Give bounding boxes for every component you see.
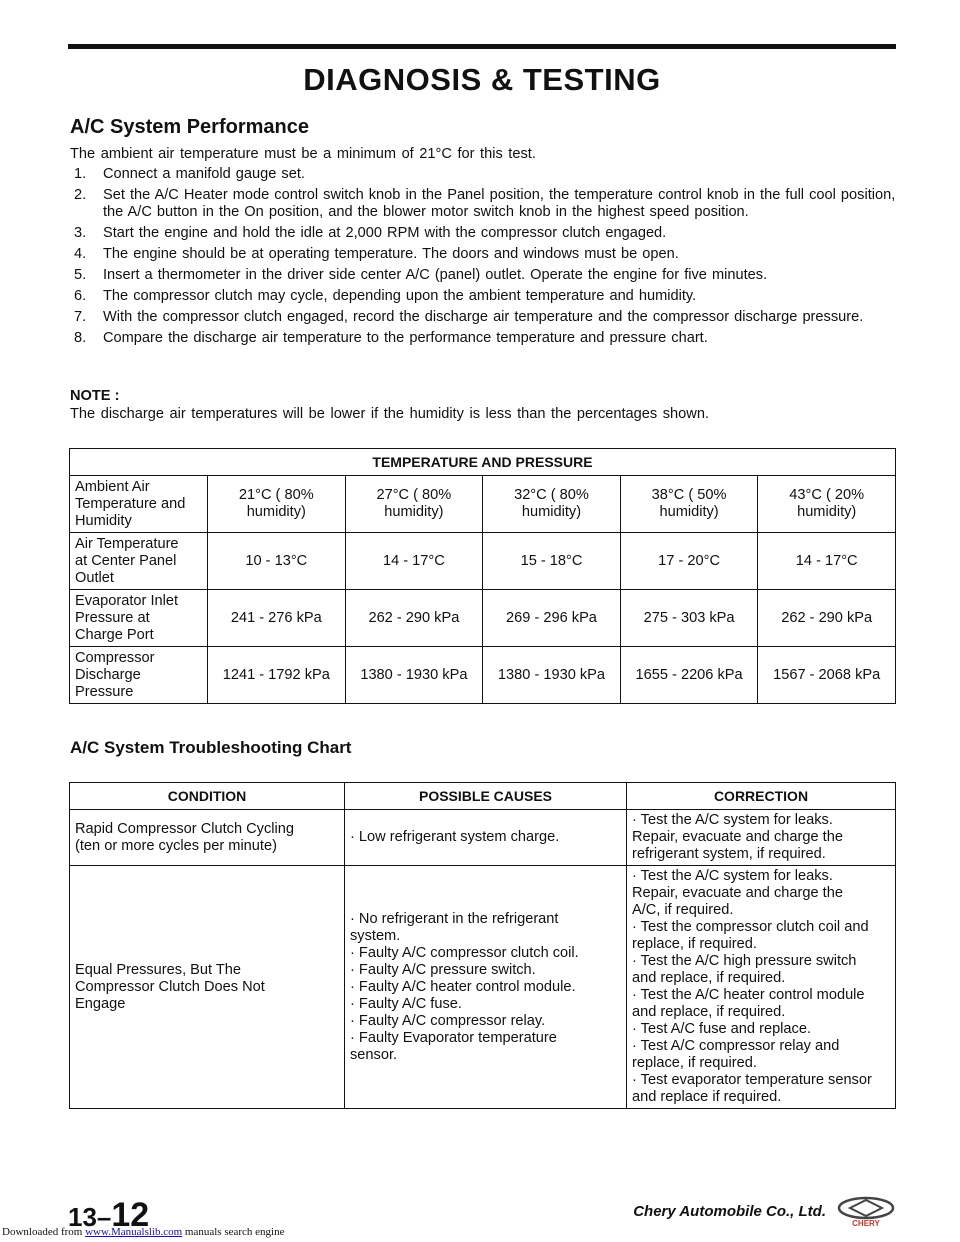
table-row (70, 810, 896, 866)
table-cell (345, 590, 483, 647)
table-cell-line: 14 - 17°C (795, 552, 858, 569)
troubleshooting-heading: A/C System Troubleshooting Chart (70, 738, 352, 757)
table-cell (208, 533, 346, 590)
table-cell (345, 476, 483, 533)
table-cell (483, 476, 621, 533)
row-label (70, 476, 208, 533)
correction-cell-line: A/C, if required. (632, 902, 734, 918)
step-number: 4. (74, 246, 87, 262)
header-possible-causes: POSSIBLE CAUSES (345, 783, 627, 810)
table-cell-line: 27°C ( 80% (376, 487, 452, 503)
correction-cell-line: and replace, if required. (632, 1004, 786, 1020)
correction-cell-line: · Test evaporator temperature sensor (632, 1072, 872, 1088)
table-cell-line: humidity) (797, 504, 857, 520)
table-cell (620, 533, 758, 590)
table-row (70, 533, 896, 590)
table-cell (345, 647, 483, 704)
step-text: Set the A/C Heater mode control switch knob in the Panel position, the temperature control knob in the full cool position, the A/C button in the On position, and the blower motor switch knob in the highest speed position. (103, 187, 896, 220)
correction-cell-line: · Test A/C fuse and replace. (632, 1021, 812, 1037)
table-cell-line: humidity) (246, 504, 306, 520)
row-label (70, 590, 208, 647)
step-item (70, 309, 896, 326)
table-cell (483, 590, 621, 647)
table-cell-line: 262 - 290 kPa (368, 609, 460, 626)
intro-text: The ambient air temperature must be a minimum of 21°C for this test. (70, 146, 536, 162)
correction-cell-line: · Test the compressor clutch coil and (632, 919, 869, 935)
company-name: Chery Automobile Co., Ltd. (633, 1203, 826, 1220)
correction-cell-line: replace, if required. (632, 936, 757, 952)
table-cell (208, 590, 346, 647)
table-cell-line: 1380 - 1930 kPa (497, 666, 606, 683)
table-cell (758, 590, 896, 647)
causes-cell-line: · Faulty A/C pressure switch. (350, 961, 536, 978)
causes-cell-line: system. (350, 927, 401, 944)
temperature-pressure-table (69, 448, 896, 704)
row-label-line: Ambient Air (75, 478, 150, 495)
causes-cell-line: · Faulty A/C fuse. (350, 995, 462, 1012)
correction-cell-line: · Test the A/C system for leaks. (632, 812, 833, 828)
row-label-line: Evaporator Inlet (75, 592, 179, 609)
table-cell-line: 17 - 20°C (658, 552, 720, 569)
step-text: With the compressor clutch engaged, record the discharge air temperature and the compressor discharge pressure. (103, 309, 864, 325)
correction-cell-line: Repair, evacuate and charge the (632, 885, 843, 901)
condition-cell-line: Rapid Compressor Clutch Cycling (75, 820, 294, 837)
causes-cell-line: · Faulty A/C heater control module. (350, 978, 576, 995)
header-correction: CORRECTION (627, 783, 896, 810)
causes-cell (345, 810, 627, 866)
table-cell (620, 590, 758, 647)
step-text: Compare the discharge air temperature to the performance temperature and pressure chart. (103, 330, 708, 346)
table-cell-line: 32°C ( 80% (514, 487, 589, 503)
download-prefix: Downloaded from (2, 1226, 86, 1238)
step-number: 5. (74, 267, 87, 283)
row-label-line: Charge Port (75, 626, 154, 643)
table-cell (483, 647, 621, 704)
table-row (70, 647, 896, 704)
row-label-line: Temperature and (75, 495, 186, 512)
step-item (70, 166, 896, 183)
condition-cell (70, 810, 345, 866)
row-label-line: at Center Panel (75, 552, 177, 569)
step-item (70, 330, 896, 347)
condition-cell-line: (ten or more cycles per minute) (75, 837, 277, 854)
table-cell (620, 476, 758, 533)
table-cell-line: 14 - 17°C (382, 552, 445, 569)
table-cell (208, 647, 346, 704)
row-label-line: Pressure (75, 683, 134, 700)
step-item (70, 187, 896, 221)
correction-cell-line: · Test the A/C heater control module (632, 987, 865, 1003)
causes-cell-line: · No refrigerant in the refrigerant (350, 910, 559, 927)
correction-cell-line: and replace, if required. (632, 970, 786, 986)
step-text: Connect a manifold gauge set. (103, 166, 305, 182)
correction-cell-line: and replace if required. (632, 1089, 782, 1105)
condition-cell-line: Equal Pressures, But The (75, 961, 242, 978)
steps-list (70, 166, 896, 351)
step-text: The compressor clutch may cycle, depending upon the ambient temperature and humidity. (103, 288, 697, 304)
row-label-line: Compressor (75, 649, 155, 666)
step-number: 6. (74, 288, 87, 304)
page-prefix: 13– (68, 1202, 112, 1232)
step-text: Start the engine and hold the idle at 2,000 RPM with the compressor clutch engaged. (103, 225, 667, 241)
table-cell (758, 476, 896, 533)
row-label-line: Pressure at (75, 609, 150, 626)
correction-cell-line: Repair, evacuate and charge the (632, 829, 843, 845)
table-row (70, 866, 896, 1109)
step-number: 2. (74, 187, 87, 203)
note-text: The discharge air temperatures will be lower if the humidity is less than the percentages shown. (70, 406, 709, 422)
table-cell (208, 476, 346, 533)
logo-text: CHERY (852, 1219, 880, 1228)
table-cell-line: 1241 - 1792 kPa (222, 666, 330, 683)
table-cell-line: 21°C ( 80% (238, 487, 314, 503)
causes-cell (345, 866, 627, 1109)
table-row (70, 590, 896, 647)
table-cell (620, 647, 758, 704)
table-cell-line: 1380 - 1930 kPa (360, 666, 468, 683)
note-label: NOTE : (70, 388, 120, 404)
table-cell-line: 43°C ( 20% (789, 487, 865, 503)
correction-cell (627, 866, 896, 1109)
table-cell-line: 15 - 18°C (520, 552, 583, 569)
table-cell-line: 262 - 290 kPa (781, 609, 873, 626)
table-cell-line: humidity) (521, 504, 582, 520)
header-condition: CONDITION (70, 783, 345, 810)
performance-heading: A/C System Performance (70, 116, 309, 138)
table-cell-line: 241 - 276 kPa (230, 609, 322, 626)
table-cell (345, 533, 483, 590)
correction-cell-line: replace, if required. (632, 1055, 757, 1071)
step-number: 1. (74, 166, 87, 182)
causes-cell-line: · Low refrigerant system charge. (350, 829, 560, 845)
top-rule (68, 44, 896, 49)
step-number: 8. (74, 330, 87, 346)
step-text: Insert a thermometer in the driver side center A/C (panel) outlet. Operate the engine for five minutes. (103, 267, 768, 283)
step-item (70, 225, 896, 242)
download-banner (2, 1226, 284, 1238)
correction-cell-line: · Test A/C compressor relay and (632, 1038, 840, 1054)
table-row (70, 476, 896, 533)
row-label-line: Humidity (75, 512, 132, 529)
row-label-line: Discharge (75, 666, 141, 683)
chery-logo-icon (836, 1196, 896, 1228)
correction-cell-line: refrigerant system, if required. (632, 846, 826, 862)
causes-cell-line: sensor. (350, 1046, 398, 1063)
table-cell-line: humidity) (384, 504, 444, 520)
condition-cell (70, 866, 345, 1109)
table-cell-line: 269 - 296 kPa (506, 609, 597, 626)
manualslib-link[interactable]: www.Manualslib.com (85, 1226, 183, 1238)
table-cell (758, 647, 896, 704)
step-number: 7. (74, 309, 87, 325)
table-cell-line: 38°C ( 50% (651, 487, 727, 503)
row-label-line: Air Temperature (75, 535, 179, 552)
step-text: The engine should be at operating temperature. The doors and windows must be open. (103, 246, 679, 262)
correction-cell (627, 810, 896, 866)
table-cell-line: humidity) (659, 504, 719, 520)
table-cell (758, 533, 896, 590)
table-cell (483, 533, 621, 590)
condition-cell-line: Engage (75, 995, 126, 1012)
table-cell-line: 10 - 13°C (245, 552, 308, 569)
page-title: DIAGNOSIS & TESTING (303, 62, 661, 97)
correction-cell-line: · Test the A/C system for leaks. (632, 868, 833, 884)
temperature-pressure-caption: TEMPERATURE AND PRESSURE (70, 449, 896, 476)
step-item (70, 288, 896, 305)
download-suffix: manuals search engine (182, 1226, 285, 1238)
causes-cell-line: · Faulty A/C compressor clutch coil. (350, 944, 579, 961)
row-label-line: Outlet (75, 569, 114, 586)
table-cell-line: 1655 - 2206 kPa (635, 666, 743, 683)
row-label (70, 647, 208, 704)
troubleshooting-table (69, 782, 896, 1109)
row-label (70, 533, 208, 590)
condition-cell-line: Compressor Clutch Does Not (75, 978, 265, 995)
table-cell-line: 275 - 303 kPa (643, 609, 735, 626)
page-number-value: 12 (111, 1196, 150, 1234)
step-item (70, 246, 896, 263)
step-item (70, 267, 896, 284)
step-number: 3. (74, 225, 87, 241)
causes-cell-line: · Faulty Evaporator temperature (350, 1029, 557, 1046)
causes-cell-line: · Faulty A/C compressor relay. (350, 1012, 546, 1029)
correction-cell-line: · Test the A/C high pressure switch (632, 953, 857, 969)
table-cell-line: 1567 - 2068 kPa (773, 666, 881, 683)
